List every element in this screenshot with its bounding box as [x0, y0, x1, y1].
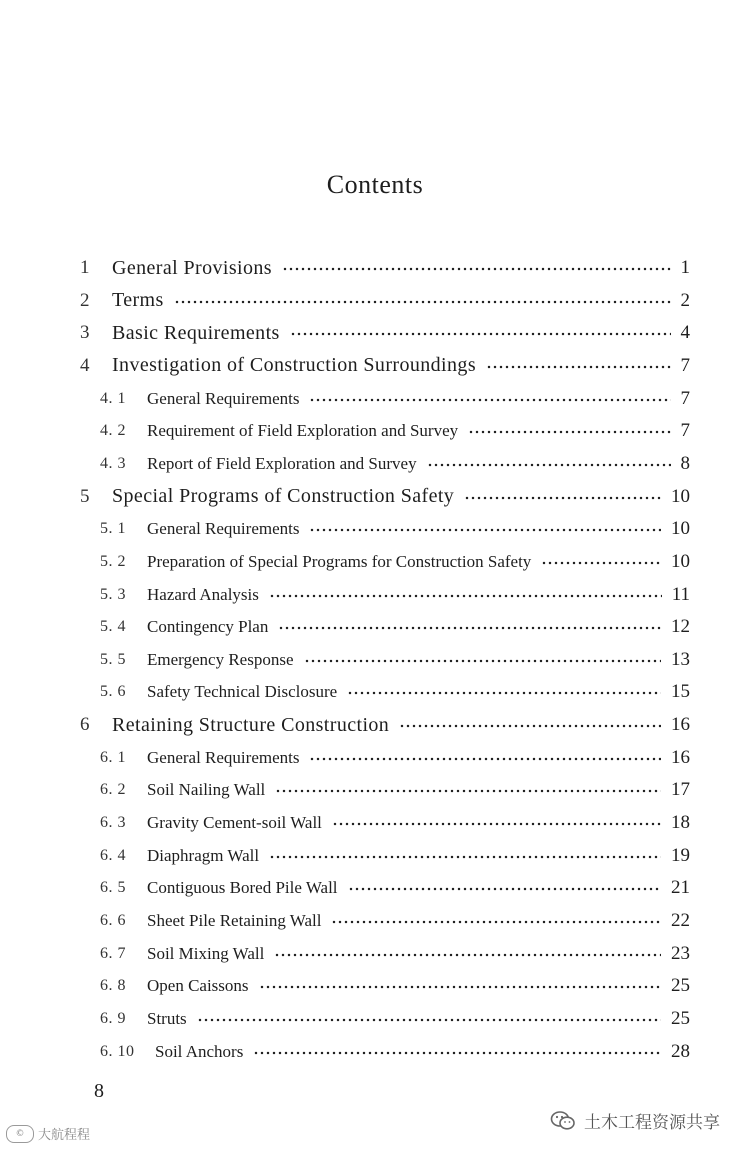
toc-entry-number: 6. 8	[100, 977, 126, 995]
toc-entry-title: Contiguous Bored Pile Wall	[147, 878, 338, 898]
toc-entry-page: 18	[671, 812, 690, 834]
toc-entry-page: 8	[680, 452, 690, 474]
toc-entry-number: 6. 5	[100, 879, 126, 897]
toc-entry-number: 5. 1	[100, 520, 126, 538]
toc-entry-page: 25	[671, 1007, 690, 1029]
toc-section-entry[interactable]	[0, 907, 750, 935]
toc-entry-number: 3	[80, 322, 90, 344]
toc-entry-page: 16	[671, 746, 690, 768]
toc-leader-dots	[174, 300, 671, 304]
toc-section-entry[interactable]	[0, 842, 750, 870]
toc-section-entry[interactable]	[0, 972, 750, 1000]
toc-entry-page: 22	[671, 910, 690, 931]
toc-entry-page: 16	[671, 714, 690, 736]
toc-entry-page: 7	[680, 354, 690, 376]
toc-section-entry[interactable]	[0, 940, 750, 968]
toc-entry-title: General Provisions	[112, 256, 272, 279]
toc-entry-title: Requirement of Field Exploration and Survey	[147, 421, 459, 441]
toc-entry-title: Sheet Pile Retaining Wall	[147, 911, 322, 930]
toc-section-entry[interactable]	[0, 744, 750, 772]
toc-leader-dots	[274, 953, 661, 957]
toc-entry-number: 5. 4	[100, 618, 126, 636]
toc-entry-title: General Requirements	[147, 747, 300, 767]
toc-entry-page: 15	[671, 681, 690, 703]
toc-chapter-entry[interactable]	[0, 287, 750, 315]
toc-entry-number: 6. 3	[100, 814, 126, 832]
toc-entry-title: Preparation of Special Programs for Construction Safety	[147, 551, 532, 571]
toc-entry-page: 21	[671, 877, 690, 899]
toc-entry-number: 5	[80, 485, 90, 507]
toc-entry-page: 13	[671, 648, 690, 670]
toc-entry-page: 28	[671, 1040, 690, 1062]
toc-entry-number: 5. 6	[100, 683, 126, 701]
toc-entry-title: Emergency Response	[147, 649, 294, 669]
toc-entry-title: Open Caissons	[147, 976, 249, 996]
toc-entry-title: Report of Field Exploration and Survey	[147, 453, 417, 473]
toc-entry-page: 4	[680, 322, 690, 344]
toc-leader-dots	[269, 855, 661, 859]
watermark-right-text: 土木工程资源共享	[584, 1113, 720, 1133]
toc-leader-dots	[541, 561, 661, 565]
toc-entry-page: 10	[671, 518, 690, 540]
toc-section-entry[interactable]	[0, 515, 750, 543]
toc-entry-title: Soil Anchors	[155, 1041, 244, 1061]
toc-section-entry[interactable]	[0, 874, 750, 902]
toc-section-entry[interactable]	[0, 613, 750, 641]
toc-section-entry[interactable]	[0, 1038, 750, 1066]
toc-leader-dots	[290, 332, 671, 336]
toc-leader-dots	[278, 626, 661, 630]
page-title: Contents	[326, 170, 424, 199]
toc-entry-title: General Requirements	[147, 388, 300, 408]
toc-entry-page: 11	[671, 583, 690, 605]
toc-leader-dots	[197, 1018, 661, 1022]
toc-entry-page: 2	[680, 289, 690, 311]
toc-entry-number: 4	[80, 354, 90, 376]
toc-leader-dots	[309, 528, 661, 532]
toc-entry-title: General Requirements	[147, 519, 300, 539]
toc-entry-title: Investigation of Construction Surroundings	[112, 354, 476, 377]
watermark-left-text: 大航程程	[38, 1128, 91, 1143]
toc-chapter-entry[interactable]	[0, 352, 750, 380]
toc-entry-title: Basic Requirements	[112, 321, 280, 344]
watermark-logo-icon: ©	[6, 1125, 34, 1143]
toc-leader-dots	[282, 267, 671, 271]
toc-entry-page: 7	[680, 387, 690, 409]
toc-entry-title: Hazard Analysis	[147, 584, 259, 604]
toc-entry-page: 19	[671, 844, 690, 866]
toc-entry-number: 4. 1	[100, 389, 126, 407]
toc-entry-number: 5. 2	[100, 552, 126, 570]
toc-section-entry[interactable]	[0, 548, 750, 576]
toc-entry-title: Diaphragm Wall	[147, 845, 260, 865]
toc-leader-dots	[304, 659, 661, 663]
toc-entry-page: 10	[671, 485, 690, 507]
toc-entry-number: 6. 6	[100, 912, 126, 929]
footer-page-number: 8	[94, 1080, 104, 1102]
toc-entry-number: 2	[80, 289, 90, 311]
toc-entry-number: 6. 9	[100, 1009, 126, 1027]
toc-chapter-entry[interactable]	[0, 483, 750, 511]
toc-section-entry[interactable]	[0, 678, 750, 706]
toc-section-entry[interactable]	[0, 776, 750, 804]
toc-entry-title: Soil Nailing Wall	[147, 780, 266, 800]
toc-entry-page: 17	[671, 779, 690, 801]
toc-leader-dots	[468, 430, 671, 434]
toc-section-entry[interactable]	[0, 581, 750, 609]
toc-entry-number: 6. 7	[100, 944, 126, 962]
toc-section-entry[interactable]	[0, 385, 750, 413]
toc-entry-number: 4. 2	[100, 422, 126, 440]
toc-entry-number: 1	[80, 257, 90, 278]
toc-entry-number: 6. 1	[100, 748, 126, 766]
toc-entry-number: 5. 3	[100, 585, 126, 603]
toc-entry-page: 7	[680, 420, 690, 442]
watermark-left	[6, 1124, 90, 1143]
toc-leader-dots	[332, 822, 661, 826]
toc-entry-title: Special Programs of Construction Safety	[112, 485, 455, 508]
toc-leader-dots	[309, 398, 671, 402]
toc-leader-dots	[253, 1051, 661, 1055]
toc-leader-dots	[399, 724, 661, 728]
watermark-right	[550, 1108, 720, 1133]
toc-leader-dots	[259, 985, 661, 989]
wechat-icon	[550, 1110, 576, 1132]
toc-entry-title: Struts	[147, 1008, 187, 1028]
toc-entry-title: Contingency Plan	[147, 617, 269, 637]
toc-chapter-entry[interactable]	[0, 711, 750, 739]
toc-entry-title: Soil Mixing Wall	[147, 943, 265, 963]
toc-entry-page: 12	[671, 616, 690, 638]
toc-entry-number: 5. 5	[100, 650, 126, 668]
toc-entry-title: Gravity Cement-soil Wall	[147, 813, 322, 833]
toc-leader-dots	[486, 365, 671, 369]
toc-chapter-entry[interactable]	[0, 319, 750, 347]
toc-leader-dots	[347, 691, 661, 695]
toc-leader-dots	[275, 789, 661, 793]
toc-section-entry[interactable]	[0, 1005, 750, 1033]
toc-entry-page: 10	[671, 550, 690, 572]
toc-entry-page: 25	[671, 975, 690, 997]
toc-entry-title: Retaining Structure Construction	[112, 713, 390, 736]
toc-leader-dots	[331, 920, 661, 924]
toc-entry-number: 6	[80, 714, 90, 736]
toc-leader-dots	[309, 757, 661, 761]
toc-entry-number: 6. 10	[100, 1042, 135, 1060]
toc-entry-number: 6. 2	[100, 781, 126, 799]
toc-chapter-entry[interactable]	[0, 254, 750, 282]
toc-entry-page: 23	[671, 942, 690, 964]
toc-entry-title: Safety Technical Disclosure	[147, 682, 338, 702]
toc-entry-number: 4. 3	[100, 454, 126, 472]
toc-entry-page: 1	[680, 257, 690, 278]
toc-section-entry[interactable]	[0, 646, 750, 674]
toc-section-entry[interactable]	[0, 417, 750, 445]
toc-leader-dots	[427, 463, 671, 467]
toc-leader-dots	[348, 887, 661, 891]
toc-entry-number: 6. 4	[100, 846, 126, 864]
toc-leader-dots	[269, 594, 662, 598]
toc-leader-dots	[464, 496, 661, 500]
toc-section-entry[interactable]	[0, 450, 750, 478]
toc-entry-title: Terms	[112, 289, 164, 312]
toc-section-entry[interactable]	[0, 809, 750, 837]
